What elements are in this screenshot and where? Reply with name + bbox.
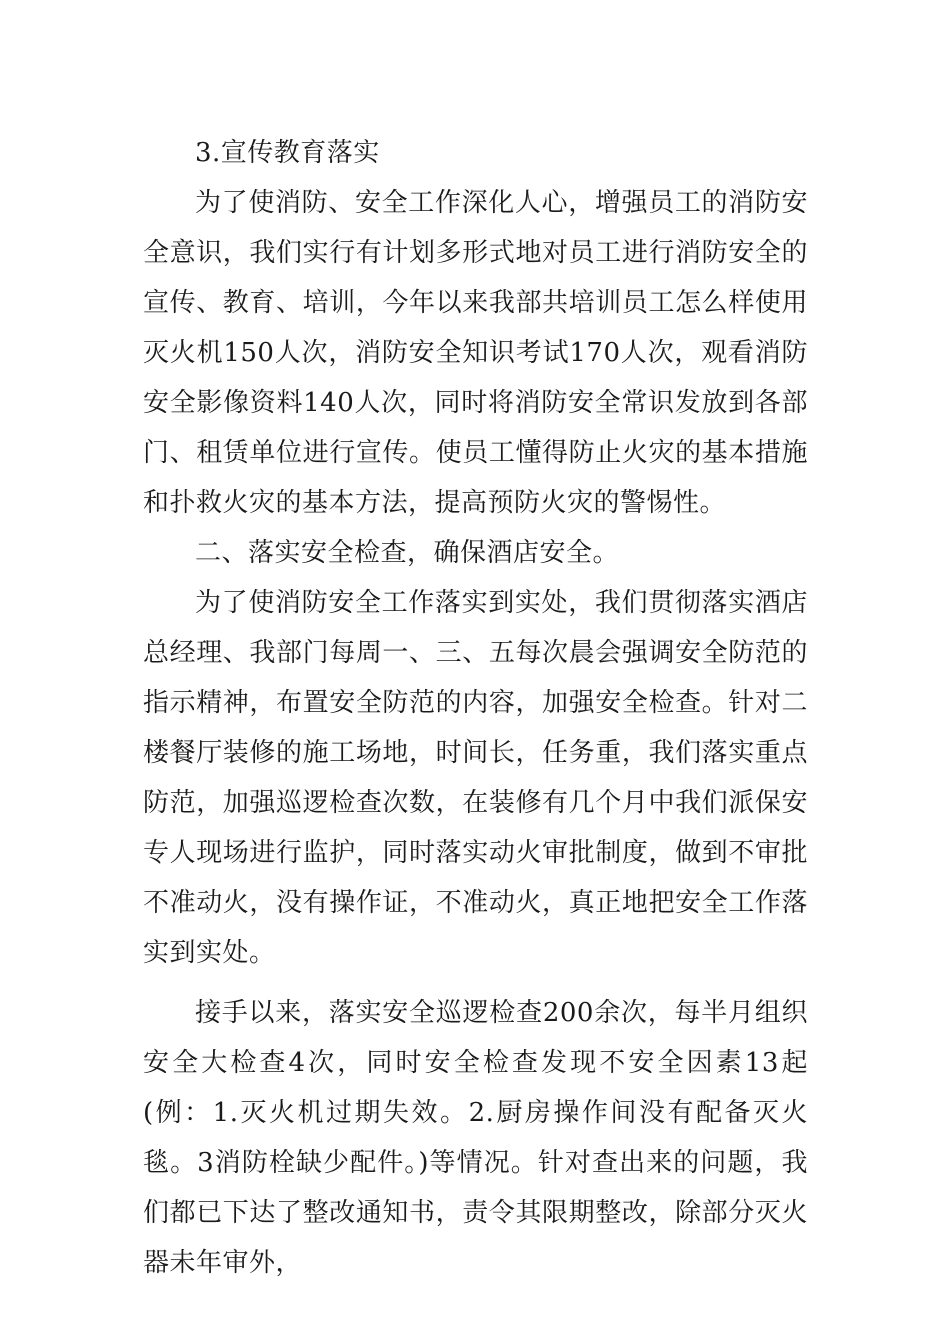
paragraph-publicity-education: 为了使消防、安全工作深化人心，增强员工的消防安全意识，我们实行有计划多形式地对员工进行消防安全的宣传、教育、培训，今年以来我部共培训员工怎么样使用灭火机150人次，消防安全知识考试170人次，观看消防安全影像资料140人次，同时将消防安全常识发放到各部门、租赁单位进行宣传。使员工懂得防止火灾的基本措施和扑救火灾的基本方法，提高预防火灾的警惕性。 <box>143 188 808 518</box>
section-heading-publicity: 3.宣传教育落实 <box>195 138 380 168</box>
paragraph-safety-inspection: 为了使消防安全工作落实到实处，我们贯彻落实酒店总经理、我部门每周一、三、五每次晨会强调安全防范的指示精神，布置安全防范的内容，加强安全检查。针对二楼餐厅装修的施工场地，时间长，任务重，我们落实重点防范，加强巡逻检查次数，在装修有几个月中我们派保安专人现场进行监护，同时落实动火审批制度，做到不审批不准动火，没有操作证，不准动火，真正地把安全工作落实到实处。 <box>143 588 808 968</box>
paragraph-patrol-results: 接手以来，落实安全巡逻检查200余次，每半月组织安全大检查4次，同时安全检查发现不安全因素13起(例：1.灭火机过期失效。2.厨房操作间没有配备灭火毯。3消防栓缺少配件。)等情况。针对查出来的问题，我们都已下达了整改通知书，责令其限期整改，除部分灭火器未年审外， <box>143 998 808 1278</box>
section-heading-safety-inspection: 二、落实安全检查，确保酒店安全。 <box>195 538 620 568</box>
document-body <box>143 128 808 1288</box>
